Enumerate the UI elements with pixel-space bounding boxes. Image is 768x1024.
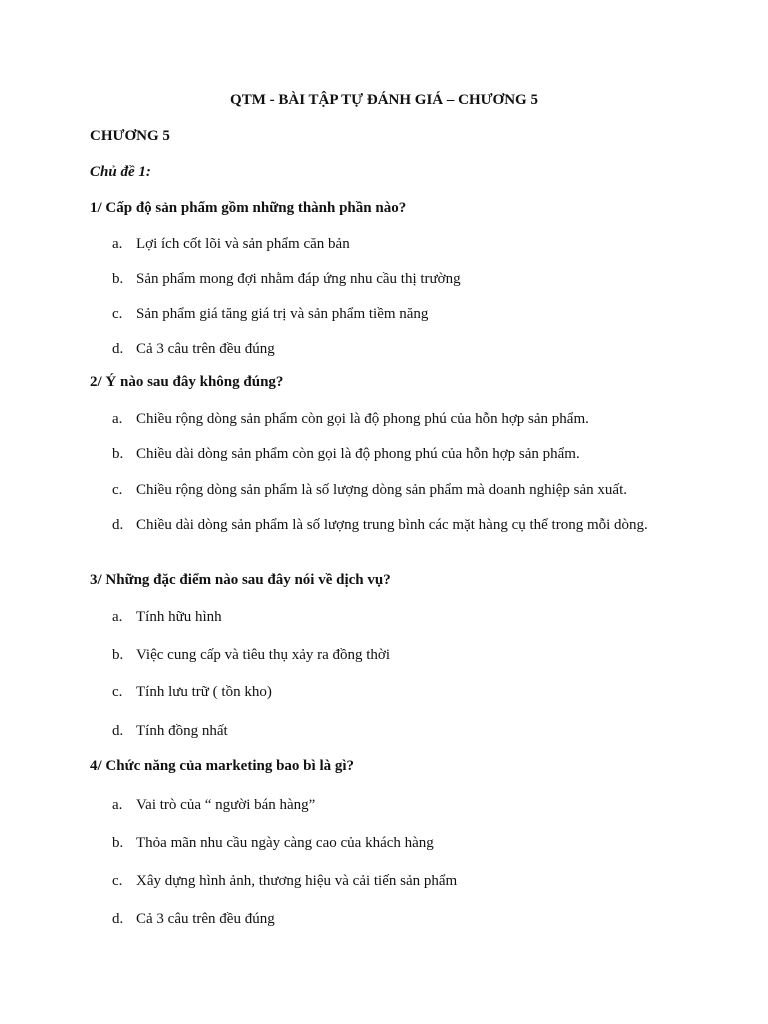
- option-text: Cả 3 câu trên đều đúng: [136, 911, 275, 927]
- option-text: Việc cung cấp và tiêu thụ xảy ra đồng thời: [136, 647, 391, 663]
- option-letter: d.: [112, 517, 124, 533]
- question-4: 4/ Chức năng của marketing bao bì là gì?: [90, 758, 355, 774]
- question-1: 1/ Cấp độ sản phẩm gồm những thành phần nào?: [90, 200, 407, 216]
- question-2: 2/ Ý nào sau đây không đúng?: [90, 374, 284, 390]
- option-letter: c.: [112, 873, 123, 889]
- option-letter: b.: [112, 835, 124, 851]
- option-text: Chiều rộng dòng sản phẩm là số lượng dòng sản phẩm mà doanh nghiệp sản xuất.: [136, 482, 627, 498]
- option-letter: a.: [112, 411, 123, 427]
- option-letter: a.: [112, 236, 123, 252]
- question-1-option-c: [112, 303, 672, 325]
- option-letter: c.: [112, 306, 123, 322]
- option-letter: b.: [112, 647, 124, 663]
- topic-heading: Chủ đề 1:: [90, 164, 151, 180]
- option-letter: b.: [112, 446, 124, 462]
- option-letter: d.: [112, 341, 124, 357]
- option-text: Sản phẩm giá tăng giá trị và sản phẩm tiềm năng: [136, 306, 429, 322]
- question-2-option-d: [112, 514, 652, 536]
- option-letter: c.: [112, 482, 123, 498]
- question-4-option-b: [112, 832, 672, 854]
- option-letter: b.: [112, 271, 124, 287]
- option-text: Lợi ích cốt lõi và sản phẩm căn bản: [136, 236, 350, 252]
- option-text: Chiều dài dòng sản phẩm còn gọi là độ phong phú của hỗn hợp sản phẩm.: [136, 446, 580, 462]
- question-3-option-c: [112, 681, 672, 703]
- option-text: Cả 3 câu trên đều đúng: [136, 341, 275, 357]
- option-text: Tính hữu hình: [136, 609, 222, 625]
- question-4-option-d: [112, 908, 672, 930]
- option-text: Tính lưu trữ ( tồn kho): [136, 684, 272, 700]
- option-text: Chiều dài dòng sản phẩm là số lượng trung bình các mặt hàng cụ thể trong mỗi dòng.: [136, 517, 648, 533]
- chapter-heading: CHƯƠNG 5: [90, 128, 170, 144]
- option-text: Xây dựng hình ảnh, thương hiệu và cải tiến sản phẩm: [136, 873, 458, 889]
- question-3-option-a: [112, 606, 672, 628]
- option-letter: d.: [112, 723, 124, 739]
- question-3-option-b: [112, 644, 672, 666]
- document-title: QTM - BÀI TẬP TỰ ĐÁNH GIÁ – CHƯƠNG 5: [230, 92, 538, 108]
- question-2-option-c: [112, 479, 672, 501]
- question-3-option-d: [112, 720, 672, 742]
- question-1-option-b: [112, 268, 672, 290]
- question-3: 3/ Những đặc điểm nào sau đây nói về dịch vụ?: [90, 572, 391, 588]
- question-4-option-c: [112, 870, 672, 892]
- option-text: Tính đồng nhất: [136, 723, 228, 739]
- question-1-option-d: [112, 338, 672, 360]
- question-4-option-a: [112, 794, 672, 816]
- option-letter: c.: [112, 684, 123, 700]
- question-2-option-a: [112, 408, 672, 430]
- question-2-option-b: [112, 443, 672, 465]
- option-text: Thỏa mãn nhu cầu ngày càng cao của khách hàng: [136, 835, 434, 851]
- option-text: Vai trò của “ người bán hàng”: [136, 797, 316, 813]
- option-letter: d.: [112, 911, 124, 927]
- option-letter: a.: [112, 797, 123, 813]
- option-text: Sản phẩm mong đợi nhằm đáp ứng nhu cầu thị trường: [136, 271, 461, 287]
- question-1-option-a: [112, 233, 672, 255]
- option-letter: a.: [112, 609, 123, 625]
- option-text: Chiều rộng dòng sản phẩm còn gọi là độ phong phú của hỗn hợp sản phẩm.: [136, 411, 589, 427]
